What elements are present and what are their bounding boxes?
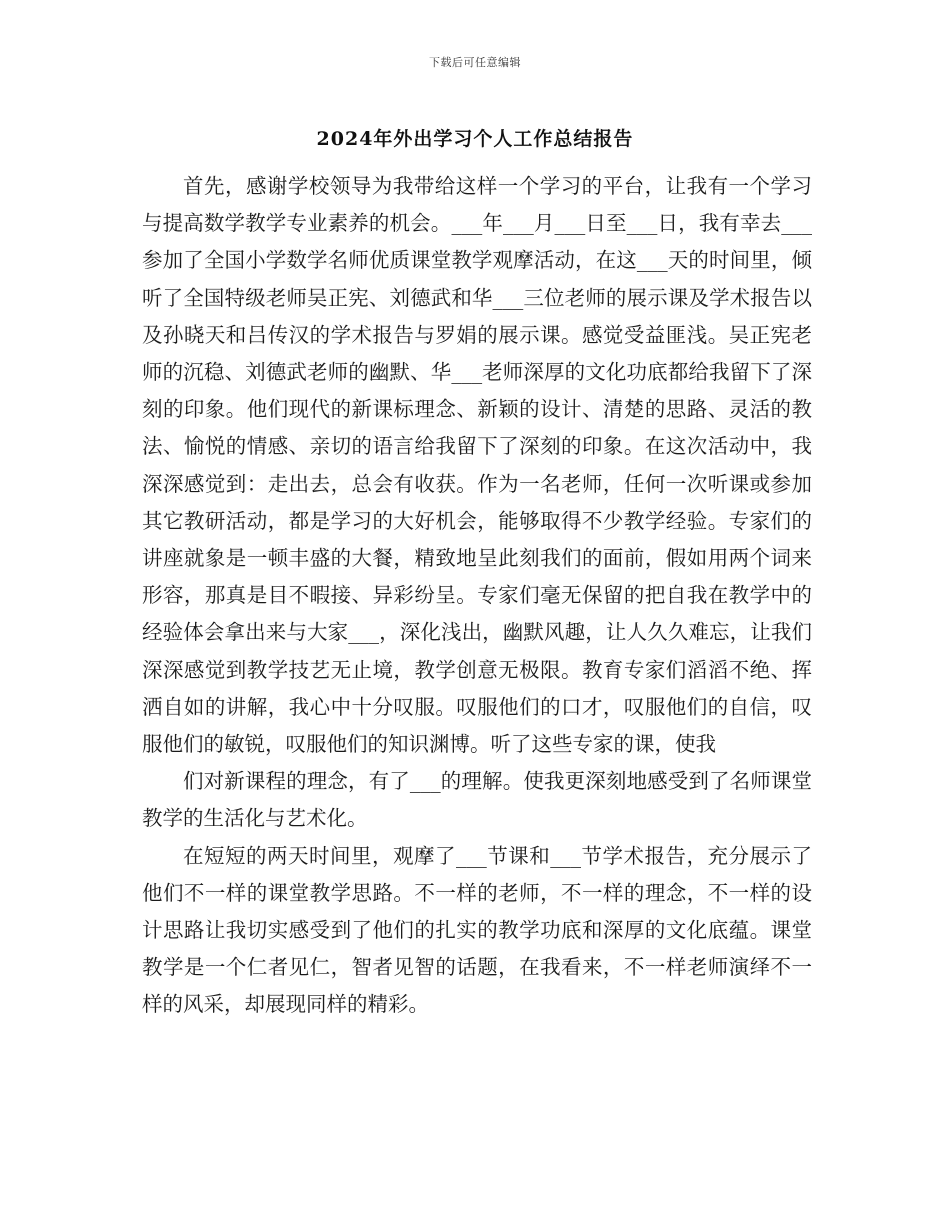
paragraph-1: 首先，感谢学校领导为我带给这样一个学习的平台，让我有一个学习与提高数学教学专业素养的机会。___年___月___日至___日，我有幸去___参加了全国小学数学名师优质课堂教学观摩活动，在这___天的时间里，倾听了全国特级老师吴正宪、刘德武和华___三位老师的展示课及学术报告以及孙晓天和吕传汉的学术报告与罗娟的展示课。感觉受益匪浅。吴正宪老师的沉稳、刘德武老师的幽默、华___老师深厚的文化功底都给我留下了深刻的印象。他们现代的新课标理念、新颖的设计、清楚的思路、灵活的教法、愉悦的情感、亲切的语言给我留下了深刻的印象。在这次活动中，我深深感觉到：走出去，总会有收获。作为一名老师，任何一次听课或参加其它教研活动，都是学习的大好机会，能够取得不少教学经验。专家们的讲座就象是一顿丰盛的大餐，精致地呈此刻我们的面前，假如用两个词来形容，那真是目不暇接、异彩纷呈。专家们毫无保留的把自我在教学中的经验体会拿出来与大家___，深化浅出，幽默风趣，让人久久难忘，让我们深深感觉到教学技艺无止境，教学创意无极限。教育专家们滔滔不绝、挥洒自如的讲解，我心中十分叹服。叹服他们的口才，叹服他们的自信，叹服他们的敏锐，叹服他们的知识渊博。听了这些专家的课，使我	[142, 174, 812, 757]
document-title: 2024年外出学习个人工作总结报告	[316, 128, 634, 150]
document-body	[142, 168, 812, 1024]
header-note: 下载后可任意编辑	[429, 56, 521, 69]
paragraph-3: 在短短的两天时间里，观摩了___节课和___节学术报告，充分展示了他们不一样的课堂教学思路。不一样的老师，不一样的理念，不一样的设计思路让我切实感受到了他们的扎实的教学功底和深厚的文化底蕴。课堂教学是一个仁者见仁，智者见智的话题，在我看来，不一样老师演绎不一样的风采，却展现同样的精彩。	[142, 843, 812, 1017]
paragraph-2: 们对新课程的理念，有了___的理解。使我更深刻地感受到了名师课堂教学的生活化与艺术化。	[142, 769, 812, 831]
